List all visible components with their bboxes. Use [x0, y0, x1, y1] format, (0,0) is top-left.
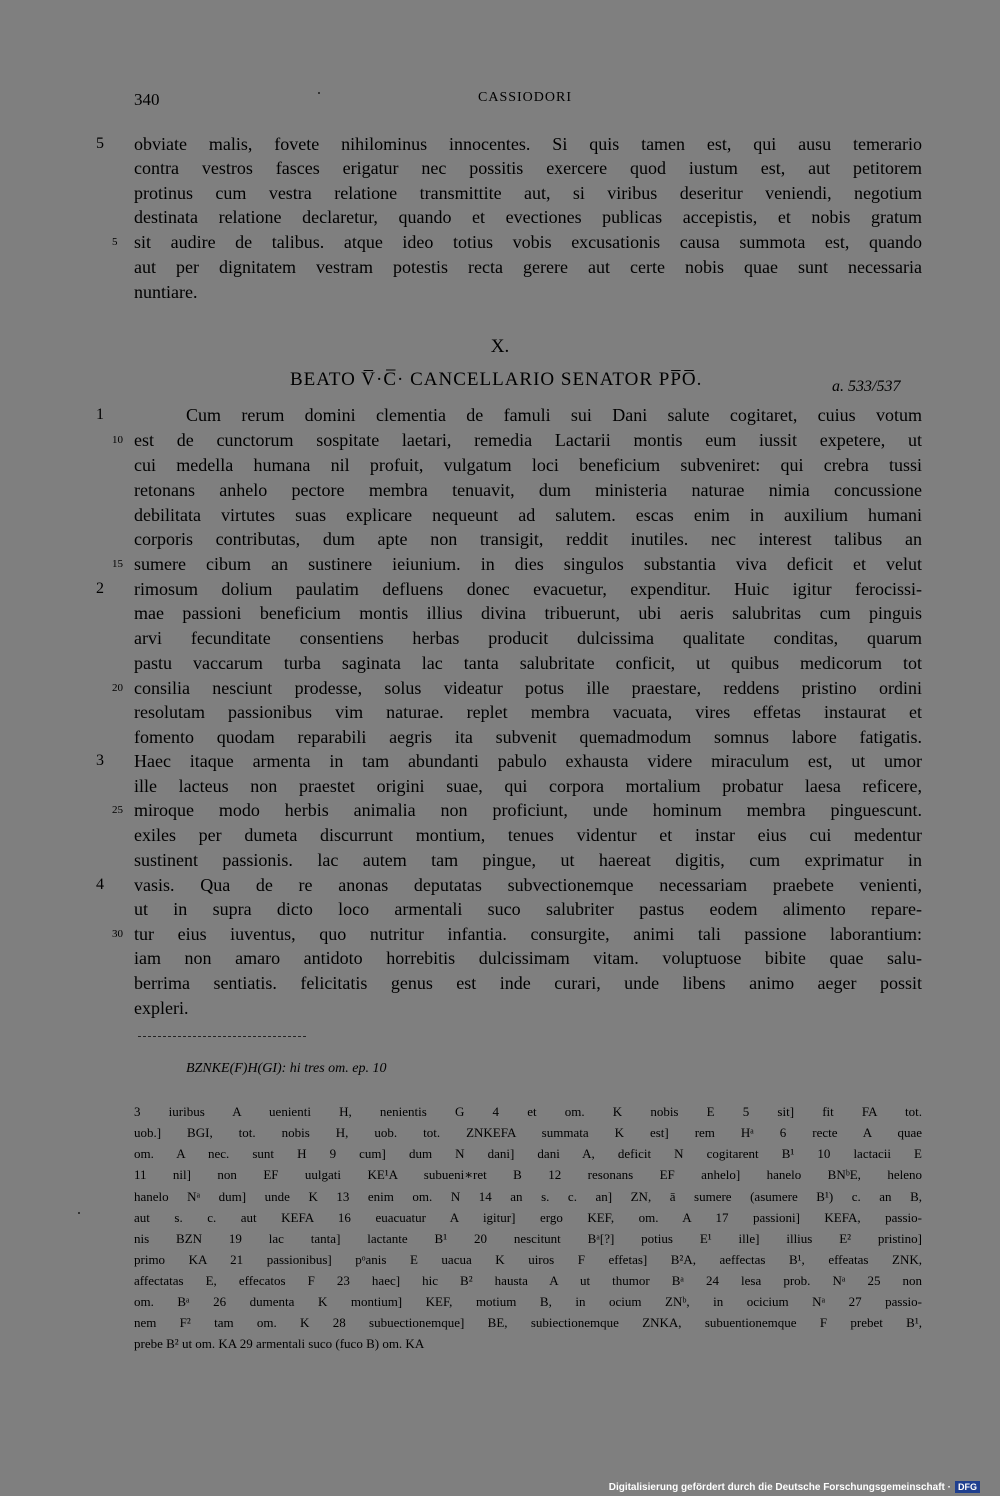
line-number-marker: 5 — [96, 135, 104, 152]
apparatus-line: prebe B² ut om. KA 29 armentali suco (fuco B) om. KA — [134, 1336, 425, 1351]
line-number-marker: 30 — [112, 928, 123, 940]
line-number-marker: 20 — [112, 682, 123, 694]
text-line: ut in supra dicto loco armentali suco salubriter pastus eodem alimento repare- — [134, 899, 922, 919]
text-line: sustinent passionis. lac autem tam pingue, ut haereat digitis, cum exprimatur in — [134, 850, 922, 870]
text-line: exiles per dumeta discurrunt montium, tenues videntur et instar eius cui medentur — [134, 825, 922, 845]
text-line: tur eius iuventus, quo nutritur infantia. consurgite, animi tali passione laborantium: — [134, 924, 922, 944]
text-line: expleri. — [134, 998, 189, 1018]
manuscript-sigla: BZNKE(F)H(GI): hi tres om. ep. 10 — [186, 1061, 387, 1076]
text-line: sit audire de talibus. atque ideo totius vobis excusationis causa summota est, quando — [134, 232, 922, 252]
text-line: iam non amaro antidoto horrebitis dulcissimam vitam. voluptuose bibite quae salu- — [134, 948, 922, 968]
line-number-marker: 5 — [112, 236, 118, 248]
chapter-title: BEATO V̅·C̅· CANCELLARIO SENATOR PP̅O̅. — [290, 369, 703, 390]
funding-notice: Digitalisierung gefördert durch die Deutsche Forschungsgemeinschaft · — [608, 1481, 951, 1493]
line-number-marker: 25 — [112, 804, 123, 816]
dfg-footer — [609, 1480, 980, 1494]
section-marker: 2 — [96, 580, 104, 597]
chapter-number: X. — [490, 336, 510, 357]
text-line: resolutam passionibus vim naturae. replet membra vacuata, vires effetas instaurat et — [134, 702, 922, 722]
text-line: vasis. Qua de re anonas deputatas subvectionemque necessariam praebete venienti, — [134, 875, 922, 895]
text-line: Haec itaque armenta in tam abundanti pabulo exhausta videre miraculum est, ut umor — [134, 751, 922, 771]
text-line: miroque modo herbis animalia non proficiunt, unde hominum membra pinguescunt. — [134, 800, 922, 820]
text-line: Cum rerum domini clementia de famuli sui Dani salute cogitaret, cuius votum — [186, 405, 922, 425]
chapter-date: a. 533/537 — [832, 378, 901, 395]
footnote-rule — [138, 1036, 306, 1037]
line-number-marker: 10 — [112, 434, 123, 446]
apparatus-line: uob.] BGI, tot. nobis H, uob. tot. ZNKEFA summata K est] rem Hᵃ 6 recte A quae — [134, 1125, 922, 1140]
text-line: pastu vaccarum turba saginata lac tanta salubritate conficit, ut quibus medicorum tot — [134, 653, 922, 673]
text-line: consilia nesciunt prodesse, solus videatur potus ille praestare, reddens pristino ordini — [134, 678, 922, 698]
line-number-marker: 15 — [112, 558, 123, 570]
apparatus-line: aut s. c. aut KEFA 16 euacuatur A igitur] ergo KEF, om. A 17 passioni] KEFA, passio- — [134, 1210, 922, 1225]
apparatus-line: 11 nil] non EF uulgati KE¹A subueni∗ret B 12 resonans EF anhelo] hanelo BNᵇE, heleno — [134, 1167, 922, 1182]
text-line: sumere cibum an sustinere ieiunium. in dies singulos substantia viva deficit et velut — [134, 554, 922, 574]
text-line: protinus cum vestra relatione transmittite aut, si viribus deseritur veniendi, negotium — [134, 183, 922, 203]
dfg-logo: DFG — [955, 1481, 980, 1493]
text-line: corporis contributas, dum apte non transigit, reddit inutiles. nec interest talibus an — [134, 529, 922, 549]
apparatus-line: affectatas E, effecatos F 23 haec] hic B² hausta A ut thumor Bᵃ 24 lesa prob. Nᵃ 25 non — [134, 1273, 922, 1288]
apparatus-line: om. Bᵃ 26 dumenta K montium] KEF, motium B, in ocium ZNᵇ, in ocicium Nᵃ 27 passio- — [134, 1294, 922, 1309]
apparatus-line: hanelo Nᵃ dum] unde K 13 enim om. N 14 an s. c. an] ZN, ā sumere (asumere B¹) c. an B, — [134, 1189, 922, 1204]
text-line: rimosum dolium paulatim defluens donec evacuetur, expenditur. Huic igitur ferocissi- — [134, 579, 922, 599]
text-line: destinata relatione declaretur, quando et evectiones publicas accepistis, et nobis gratum — [134, 207, 922, 227]
apparatus-line: primo KA 21 passionibus] pᵒanis E uacua K uiros F effetas] B²A, aeffectas B¹, effeatas ZNK, — [134, 1252, 922, 1267]
text-line: mae passioni beneficium montis illius divina tribuerunt, ubi aeris salubritas cum pinguis — [134, 603, 922, 623]
text-line: obviate malis, fovete nihilominus innocentes. Si quis tamen est, qui ausu temerario — [134, 134, 922, 154]
text-line: aut per dignitatem vestram potestis recta gerere aut certe nobis quae sunt necessaria — [134, 257, 922, 277]
apparatus-line: 3 iuribus A uenienti H, nenientis G 4 et om. K nobis E 5 sit] fit FA tot. — [134, 1104, 922, 1119]
text-line: ille lacteus non praestet origini suae, qui corpora mortalium probatur laesa reficere, — [134, 776, 922, 796]
section-marker: 3 — [96, 752, 104, 769]
scan-speck — [78, 1212, 80, 1214]
text-line: arvi fecunditate consentiens herbas producit dulcissima qualitate conditas, quarum — [134, 628, 922, 648]
section-marker: 1 — [96, 406, 104, 423]
text-line: nuntiare. — [134, 282, 198, 302]
text-line: retonans anhelo pectore membra tenuavit, dum ministeria naturae nimia concussione — [134, 480, 922, 500]
text-line: berrima sentiatis. felicitatis genus est inde curari, unde libens animo aeger possit — [134, 973, 922, 993]
text-line: est de cunctorum sospitate laetari, remedia Lactarii montis eum iussit expetere, ut — [134, 430, 922, 450]
apparatus-line: nis BZN 19 lac tanta] lactante B¹ 20 nescitunt Bᵃ[?] potius E¹ ille] illius E² pristino] — [134, 1231, 922, 1246]
text-line: fomento quodam reparabili aegris ita subvenit quemadmodum somnus labore fatigatis. — [134, 727, 922, 747]
text-line: debilitata virtutes suas explicare nequeunt ad salutem. escas enim in auxilium humani — [134, 505, 922, 525]
page-number: 340 — [134, 90, 160, 109]
text-line: contra vestros fasces erigatur nec possitis exercere quod iustum est, aut petitorem — [134, 158, 922, 178]
scan-speck — [318, 92, 320, 94]
apparatus-line: nem F² tam om. K 28 subuectionemque] BE, subiectionemque ZNKA, subuentionemque F prebet B¹, — [134, 1315, 922, 1330]
text-line: cui medella humana nil profuit, vulgatum loci beneficium subveniret: qui crebra tussi — [134, 455, 922, 475]
apparatus-line: om. A nec. sunt H 9 cum] dum N dani] dani A, deficit N cogitarent B¹ 10 lactacii E — [134, 1146, 922, 1161]
running-title: CASSIODORI — [478, 90, 573, 105]
page-header — [0, 90, 1000, 114]
section-marker: 4 — [96, 876, 104, 893]
